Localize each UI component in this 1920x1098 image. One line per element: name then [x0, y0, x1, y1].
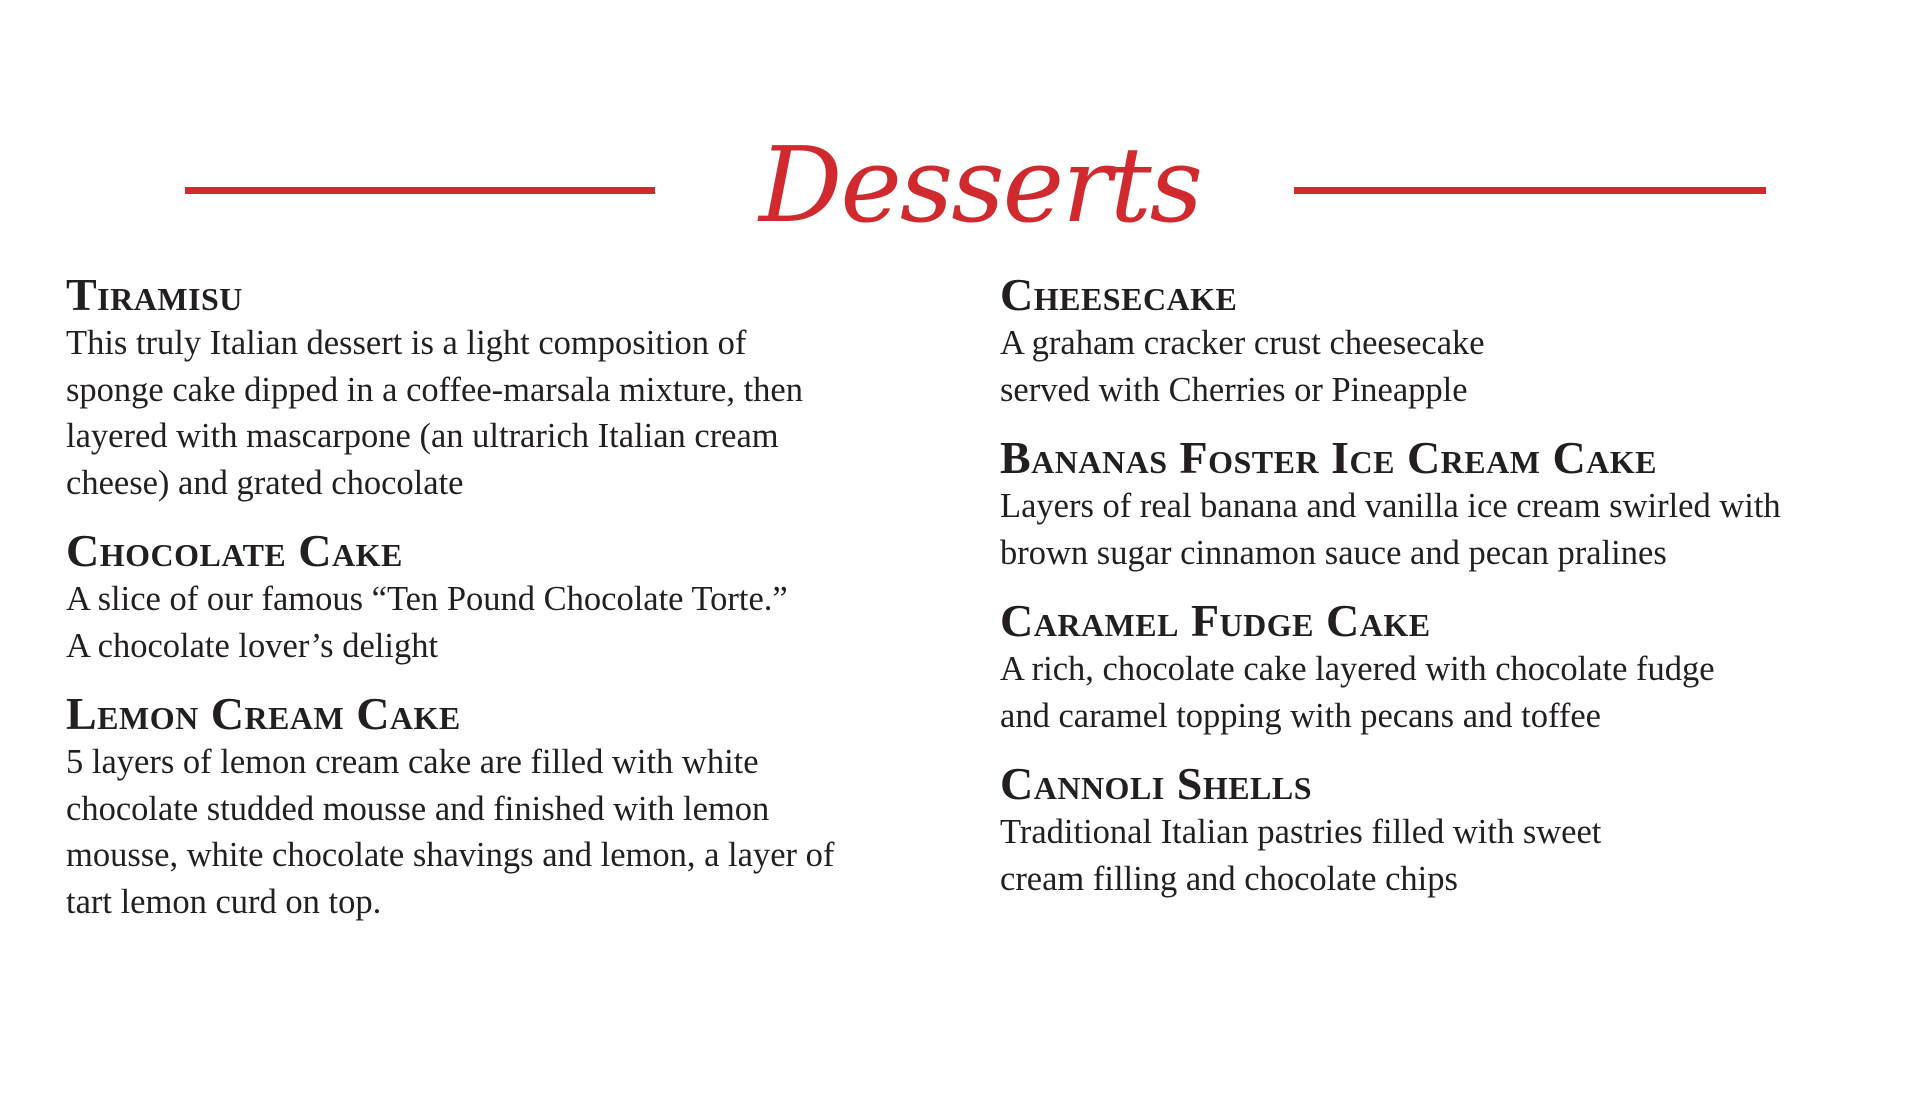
- menu-item-description-line: tart lemon curd on top.: [66, 882, 382, 921]
- menu-item-description-line: mousse, white chocolate shavings and lemon, a layer of: [66, 836, 835, 874]
- menu-item-caramel-fudge-cake: [1000, 596, 1900, 739]
- menu-item-name: Bananas Foster Ice Cream Cake: [1000, 432, 1658, 483]
- menu-column-left: [66, 270, 946, 945]
- menu-item-bananas-foster-ice-cream-cake: [1000, 433, 1900, 576]
- menu-item-description-line: A slice of our famous “Ten Pound Chocolate Torte.”: [66, 580, 788, 618]
- menu-item-description-line: A rich, chocolate cake layered with chocolate fudge: [1000, 650, 1715, 688]
- menu-item-name: Lemon Cream Cake: [66, 688, 461, 739]
- menu-item-description-line: A graham cracker crust cheesecake: [1000, 324, 1485, 362]
- menu-item-tiramisu: [66, 270, 946, 506]
- menu-item-description-line: cheese) and grated chocolate: [66, 463, 464, 502]
- menu-item-name: Tiramisu: [66, 269, 243, 320]
- menu-column-right: [1000, 270, 1900, 922]
- menu-item-description-line: Layers of real banana and vanilla ice cream swirled with: [1000, 487, 1781, 525]
- menu-item-description-line: This truly Italian dessert is a light composition of: [66, 324, 747, 362]
- menu-item-name: Cheesecake: [1000, 269, 1238, 320]
- menu-item-description-line: sponge cake dipped in a coffee-marsala mixture, then: [66, 370, 803, 409]
- page-title: Desserts: [758, 124, 1202, 246]
- menu-item-description-line: A chocolate lover’s delight: [66, 626, 439, 665]
- menu-item-lemon-cream-cake: [66, 689, 946, 925]
- menu-item-cheesecake: [1000, 270, 1900, 413]
- menu-item-description-line: 5 layers of lemon cream cake are filled with white: [66, 743, 759, 781]
- menu-item-description-line: Traditional Italian pastries filled with sweet: [1000, 813, 1602, 851]
- menu-item-description-line: layered with mascarpone (an ultrarich Italian cream: [66, 417, 779, 455]
- title-rule-right: [1294, 187, 1766, 194]
- menu-item-chocolate-cake: [66, 526, 946, 669]
- menu-item-name: Caramel Fudge Cake: [1000, 595, 1431, 646]
- menu-item-cannoli-shells: [1000, 759, 1900, 902]
- menu-item-description-line: brown sugar cinnamon sauce and pecan pralines: [1000, 533, 1667, 572]
- menu-item-description-line: served with Cherries or Pineapple: [1000, 370, 1468, 409]
- menu-item-description-line: chocolate studded mousse and finished with lemon: [66, 789, 770, 828]
- menu-item-description-line: cream filling and chocolate chips: [1000, 859, 1458, 898]
- menu-item-name: Chocolate Cake: [66, 525, 403, 576]
- menu-item-description-line: and caramel topping with pecans and toffee: [1000, 696, 1601, 735]
- title-rule-left: [185, 187, 655, 194]
- menu-item-name: Cannoli Shells: [1000, 758, 1313, 809]
